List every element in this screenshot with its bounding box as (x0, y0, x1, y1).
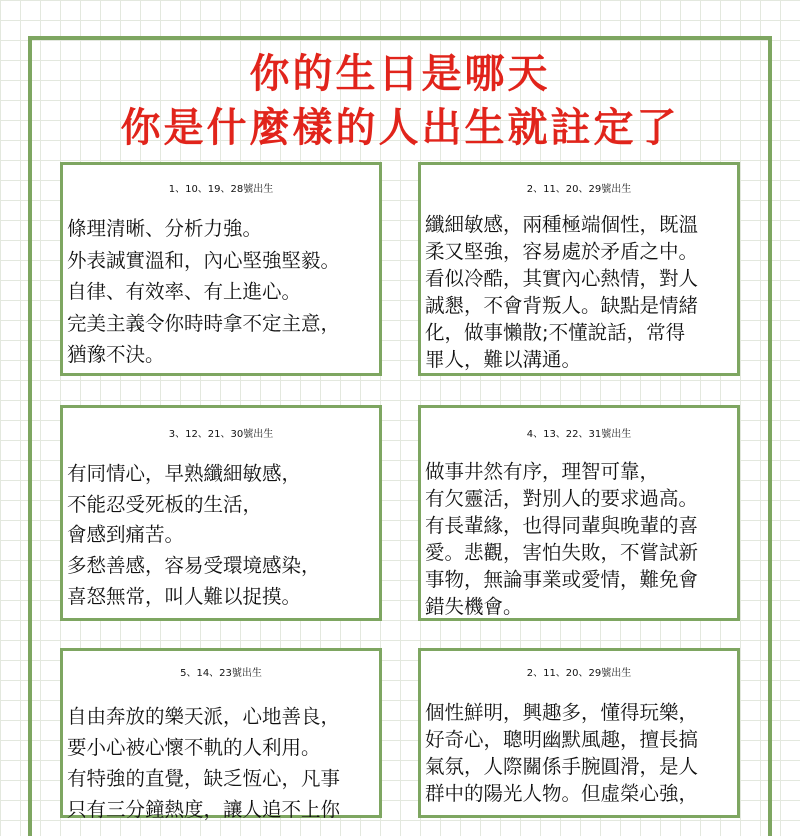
card-text-line: 不能忍受死板的生活， (67, 493, 263, 516)
card-text-line: 自律、有效率、有上進心。 (67, 280, 302, 303)
card-text-line: 多愁善感，容易受環境感染， (67, 554, 321, 577)
card-text-line: 錯失機會。 (425, 595, 523, 618)
card-text-line: 要小心被心懷不軌的人利用。 (67, 736, 321, 759)
card-text-line: 誠懇，不會背叛人。缺點是情緒 (425, 294, 699, 317)
birthday-card-5 (60, 648, 382, 821)
card-text-line: 自由奔放的樂天派，心地善良， (67, 705, 341, 728)
card-text-line: 有長輩緣，也得同輩與晚輩的喜 (425, 514, 699, 537)
card-text-line: 化，做事懶散;不懂說話，常得 (425, 321, 686, 344)
card-text-line: 有同情心，早熟纖細敏感， (67, 462, 302, 485)
card-text-line: 外表誠實溫和，內心堅強堅毅。 (67, 249, 341, 272)
card-text-line: 罪人，難以溝通。 (425, 348, 582, 371)
card-text-line: 纖細敏感，兩種極端個性，既溫 (425, 213, 699, 236)
card-text-line: 事物，無論事業或愛情，難免會 (425, 568, 699, 591)
card-text-line: 只有三分鐘熱度，讓人追不上你 (67, 798, 341, 821)
birthday-card-1 (60, 162, 382, 376)
card-text-line: 猶豫不決。 (67, 343, 165, 366)
card-text-line: 好奇心，聰明幽默風趣，擅長搞 (425, 728, 699, 751)
birthday-card-4 (418, 405, 740, 621)
card-text-line: 完美主義令你時時拿不定主意， (67, 312, 341, 335)
card-text-line: 愛。悲觀，害怕失敗，不嘗試新 (425, 541, 699, 564)
card-text-line: 有欠靈活，對別人的要求過高。 (425, 487, 699, 510)
card-text-line: 會感到痛苦。 (67, 523, 185, 546)
card-heading: 2、11、20、29號出生 (526, 668, 632, 679)
birthday-card-6 (418, 648, 740, 818)
card-text-line: 個性鮮明，興趣多，懂得玩樂， (425, 701, 699, 724)
card-text-line: 有特強的直覺，缺乏恆心，凡事 (67, 767, 341, 790)
birthday-card-2 (418, 162, 740, 376)
card-text-line: 做事井然有序，理智可靠， (425, 460, 660, 483)
card-text-line: 條理清晰、分析力強。 (67, 217, 263, 240)
card-heading: 3、12、21、30號出生 (168, 429, 274, 440)
card-text-line: 氣氛，人際關係手腕圓滑，是人 (425, 755, 699, 778)
birthday-card-3 (60, 405, 382, 621)
card-heading: 4、13、22、31號出生 (526, 429, 632, 440)
card-text-line: 喜怒無常，叫人難以捉摸。 (67, 585, 302, 608)
card-text-line: 柔又堅強，容易處於矛盾之中。 (425, 240, 699, 263)
card-heading: 1、10、19、28號出生 (168, 184, 274, 195)
card-text-line: 看似冷酷，其實內心熱情，對人 (425, 267, 699, 290)
card-heading: 2、11、20、29號出生 (526, 184, 632, 195)
page-subtitle: 你是什麼樣的人出生就註定了 (120, 105, 680, 151)
card-text-line: 群中的陽光人物。但虛榮心強， (425, 782, 699, 805)
card-heading: 5、14、23號出生 (180, 668, 262, 679)
page-title: 你的生日是哪天 (249, 51, 551, 97)
